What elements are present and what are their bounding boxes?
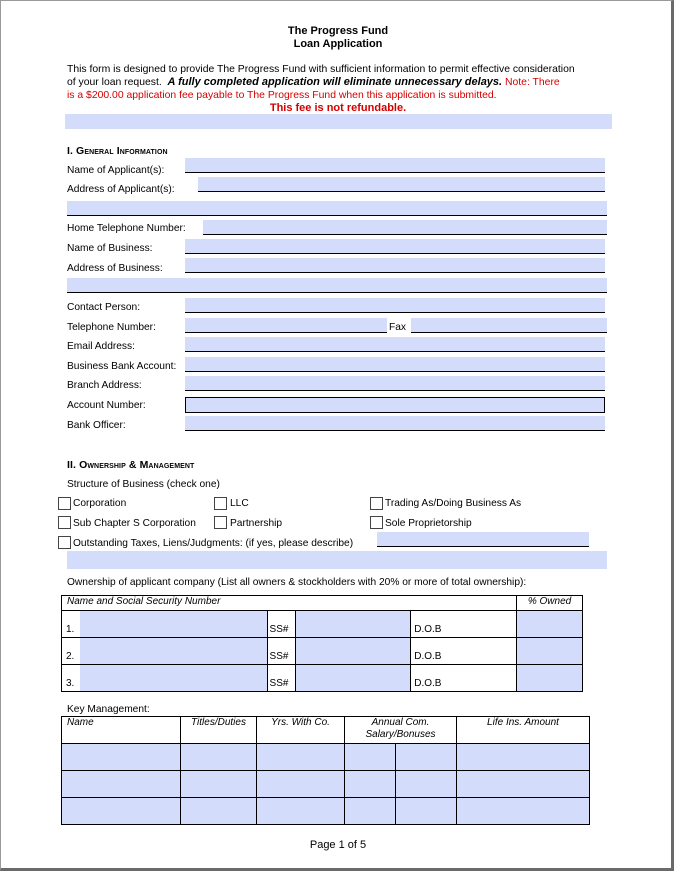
dob-label: D.O.B [411,638,517,665]
km-name-field[interactable] [62,744,181,771]
dba-checkbox[interactable] [370,497,383,510]
key-management-label: Key Management: [67,704,150,715]
bank-account-label: Business Bank Account: [67,361,177,372]
corporation-label: Corporation [73,498,127,509]
km-com-field[interactable] [345,771,396,798]
home-phone-field[interactable] [203,220,607,235]
intro-line-3: is a $200.00 application fee payable to The Progress Fund when this application is submitted. [67,90,497,101]
contact-person-field[interactable] [185,298,605,313]
owner-row-number: 2. [62,638,81,665]
outstanding-taxes-description[interactable] [67,551,607,569]
owner-name-field[interactable] [80,611,267,638]
km-col-salary: Annual Com. Salary/Bonuses [345,717,457,744]
km-yrs-field[interactable] [257,798,345,825]
owners-label: Ownership of applicant company (List all owners & stockholders with 20% or more of total ownership): [67,577,527,588]
owner-ss-field[interactable] [295,611,411,638]
km-salary-field[interactable] [396,771,457,798]
owner-ss-field[interactable] [295,665,411,692]
business-address-field[interactable] [185,258,605,273]
ss-label: SS# [267,638,295,665]
fax-field[interactable] [411,318,607,333]
owner-row-2 [62,638,583,665]
llc-label: LLC [230,498,249,509]
contact-person-label: Contact Person: [67,302,141,313]
key-management-table [61,716,590,825]
owner-pct-field[interactable] [517,665,583,692]
km-salary-field[interactable] [396,744,457,771]
account-number-field[interactable] [185,397,605,413]
owner-row-3 [62,665,583,692]
bank-account-field[interactable] [185,357,605,372]
km-com-field[interactable] [345,744,396,771]
km-life-field[interactable] [457,771,590,798]
ss-label: SS# [267,611,295,638]
km-life-field[interactable] [457,744,590,771]
partnership-label: Partnership [230,518,283,529]
km-salary-field[interactable] [396,798,457,825]
applicant-name-label: Name of Applicant(s): [67,165,165,176]
home-phone-label: Home Telephone Number: [67,223,186,234]
km-com-field[interactable] [345,798,396,825]
corporation-checkbox[interactable] [58,497,71,510]
ss-label: SS# [267,665,295,692]
intro-line-1: This form is designed to provide The Progress Fund with sufficient information to permit effective consideration [67,64,575,75]
email-field[interactable] [185,337,605,352]
owners-table [61,595,583,692]
intro-text [67,63,612,102]
owner-row-number: 3. [62,665,81,692]
dob-label: D.O.B [411,611,517,638]
km-life-field[interactable] [457,798,590,825]
owner-row-1 [62,611,583,638]
section-ownership-heading: II. Ownership & Management [67,459,195,471]
owner-row-number: 1. [62,611,81,638]
km-yrs-field[interactable] [257,771,345,798]
km-title-field[interactable] [181,771,257,798]
telephone-field[interactable] [185,318,387,333]
structure-label: Structure of Business (check one) [67,479,220,490]
intro-line-2-start: of your loan request. [67,77,162,88]
fax-label: Fax [389,322,406,333]
fee-note: This fee is not refundable. [269,102,407,114]
owner-ss-field[interactable] [295,638,411,665]
subchapter-s-checkbox[interactable] [58,516,71,529]
branch-address-label: Branch Address: [67,380,142,391]
bank-officer-field[interactable] [185,416,605,431]
business-address-field-2[interactable] [67,278,607,293]
business-name-field[interactable] [185,239,605,254]
km-title-field[interactable] [181,798,257,825]
partnership-checkbox[interactable] [214,516,227,529]
km-row [62,744,590,771]
km-title-field[interactable] [181,744,257,771]
applicant-name-field[interactable] [185,158,605,173]
km-yrs-field[interactable] [257,744,345,771]
km-col-name: Name [62,717,181,744]
km-col-title: Titles/Duties [181,717,257,744]
owners-col-name: Name and Social Security Number [62,596,517,611]
outstanding-taxes-label: Outstanding Taxes, Liens/Judgments: (if yes, please describe) [73,538,354,549]
outstanding-taxes-field[interactable] [377,532,589,547]
intro-emphasis: A fully completed application will eliminate unnecessary delays. [167,76,503,88]
account-number-label: Account Number: [67,400,146,411]
telephone-label: Telephone Number: [67,322,156,333]
km-name-field[interactable] [62,771,181,798]
km-row [62,771,590,798]
intro-note-start: Note: There [505,77,560,88]
bank-officer-label: Bank Officer: [67,420,126,431]
applicant-address-label: Address of Applicant(s): [67,184,175,195]
business-name-label: Name of Business: [67,243,153,254]
intro-line-2 [67,76,612,89]
owners-col-pct: % Owned [517,596,583,611]
dba-label: Trading As/Doing Business As [385,498,522,509]
km-name-field[interactable] [62,798,181,825]
org-name: The Progress Fund [287,25,389,37]
owner-pct-field[interactable] [517,611,583,638]
business-address-label: Address of Business: [67,263,163,274]
km-col-yrs: Yrs. With Co. [257,717,345,744]
applicant-address-field[interactable] [198,177,605,192]
doc-title: Loan Application [293,38,383,50]
outstanding-taxes-checkbox[interactable] [58,536,71,549]
dob-label: D.O.B [411,665,517,692]
owner-pct-field[interactable] [517,638,583,665]
applicant-address-field-2[interactable] [67,201,607,216]
km-col-life: Life Ins. Amount [457,717,590,744]
section-general-heading: I. General Information [67,145,168,157]
intro-field[interactable] [65,114,612,129]
sole-proprietorship-checkbox[interactable] [370,516,383,529]
email-label: Email Address: [67,341,135,352]
page-number: Page 1 of 5 [309,839,367,851]
owner-name-field[interactable] [80,638,267,665]
subchapter-s-label: Sub Chapter S Corporation [73,518,196,529]
branch-address-field[interactable] [185,376,605,391]
llc-checkbox[interactable] [214,497,227,510]
owner-name-field[interactable] [80,665,267,692]
km-row [62,798,590,825]
sole-proprietorship-label: Sole Proprietorship [385,518,472,529]
